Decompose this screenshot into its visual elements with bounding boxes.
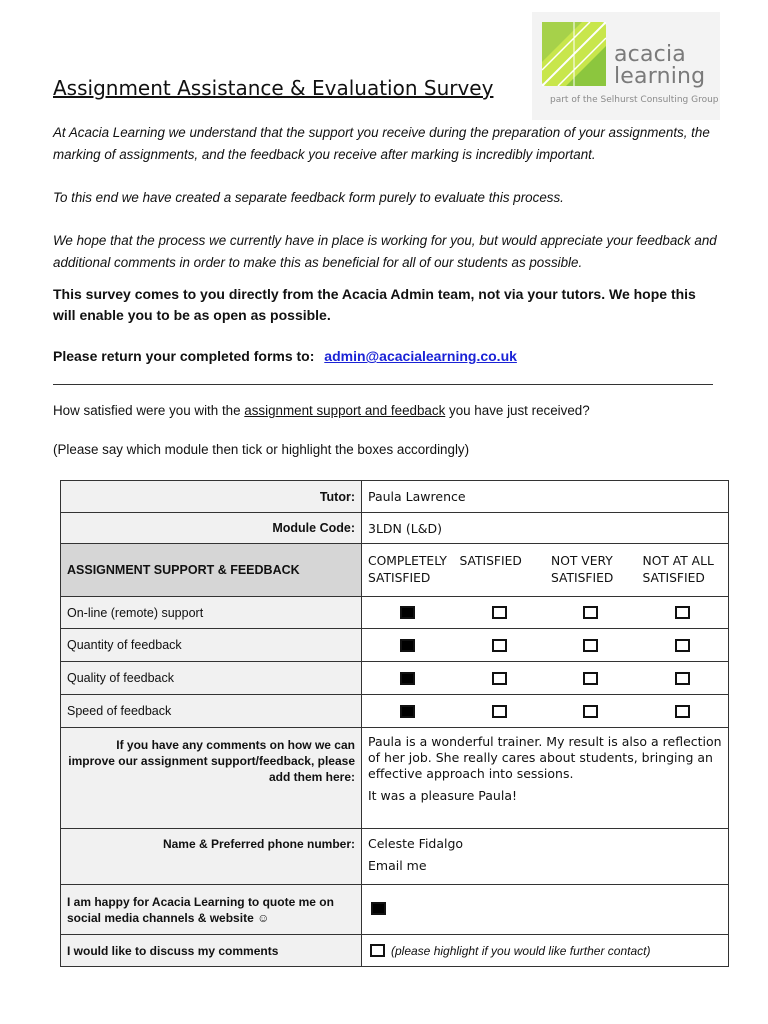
checkbox-completely-satisfied[interactable] xyxy=(400,672,415,685)
checkbox-satisfied[interactable] xyxy=(492,606,507,619)
checkbox-not-very-satisfied[interactable] xyxy=(583,639,598,652)
acacia-leaf-icon xyxy=(542,22,606,86)
survey-table xyxy=(60,480,729,967)
checkbox-completely-satisfied[interactable] xyxy=(400,705,415,718)
admin-team-note: This survey comes to you directly from the Acacia Admin team, not via your tutors. We hope this will enable you to be as open as possible. xyxy=(53,286,696,323)
checkbox-not-at-all-satisfied[interactable] xyxy=(675,639,690,652)
discuss-comments-label: I would like to discuss my comments xyxy=(61,935,362,967)
column-satisfied: SATISFIED xyxy=(459,554,522,568)
comments-label: If you have any comments on how we can improve our assignment support/feedback, please add them here: xyxy=(61,728,362,829)
checkbox-not-at-all-satisfied[interactable] xyxy=(675,705,690,718)
quote-permission-checkbox[interactable] xyxy=(371,902,386,915)
rating-row-quality-of-feedback xyxy=(61,662,729,695)
rating-row-label: Speed of feedback xyxy=(61,695,362,728)
question-underlined: assignment support and feedback xyxy=(244,403,446,418)
section-header: ASSIGNMENT SUPPORT & FEEDBACK xyxy=(61,544,362,597)
page-title: Assignment Assistance & Evaluation Survey xyxy=(53,76,494,100)
checkbox-not-at-all-satisfied[interactable] xyxy=(675,606,690,619)
tutor-label: Tutor: xyxy=(61,481,362,513)
intro-paragraph-2: To this end we have created a separate feedback form purely to evaluate this process. xyxy=(53,190,564,205)
admin-email-link[interactable]: admin@acacialearning.co.uk xyxy=(324,348,517,364)
rating-row-label: On-line (remote) support xyxy=(61,597,362,629)
logo-word-acacia: acacia xyxy=(614,42,686,67)
checkbox-completely-satisfied[interactable] xyxy=(400,606,415,619)
tutor-row xyxy=(61,481,729,513)
rating-options xyxy=(362,695,729,728)
column-not-very-satisfied: NOT VERY SATISFIED xyxy=(551,554,614,585)
comments-row xyxy=(61,728,729,829)
comments-field[interactable] xyxy=(362,728,729,829)
divider xyxy=(53,384,713,385)
return-label: Please return your completed forms to: xyxy=(53,348,315,364)
acacia-learning-logo xyxy=(532,12,720,120)
question-prefix: How satisfied were you with the xyxy=(53,403,245,418)
checkbox-satisfied[interactable] xyxy=(492,639,507,652)
comment-text-2: It was a pleasure Paula! xyxy=(368,788,517,803)
module-code-label: Module Code: xyxy=(61,513,362,544)
name-phone-field[interactable] xyxy=(362,829,729,885)
discuss-note: (please highlight if you would like further contact) xyxy=(391,943,651,958)
checkbox-satisfied[interactable] xyxy=(492,672,507,685)
checkbox-completely-satisfied[interactable] xyxy=(400,639,415,652)
rating-row-label: Quality of feedback xyxy=(61,662,362,695)
logo-tagline: part of the Selhurst Consulting Group xyxy=(550,95,719,105)
checkbox-not-at-all-satisfied[interactable] xyxy=(675,672,690,685)
question-instruction: (Please say which module then tick or highlight the boxes accordingly) xyxy=(53,442,470,457)
satisfaction-question xyxy=(53,403,590,418)
checkbox-not-very-satisfied[interactable] xyxy=(583,672,598,685)
discuss-comments-cell xyxy=(362,935,729,967)
return-instructions xyxy=(53,346,718,367)
quote-permission-label: I am happy for Acacia Learning to quote me on social media channels & website ☺ xyxy=(61,885,362,935)
rating-options xyxy=(362,662,729,695)
column-not-at-all-satisfied: NOT AT ALL SATISFIED xyxy=(642,554,714,585)
question-suffix: you have just received? xyxy=(445,403,590,418)
intro-paragraph-3: We hope that the process we currently have in place is working for you, but would appreciate your feedback and additional comments in order to make this as beneficial for all of our students as possible. xyxy=(53,233,717,270)
name-value: Celeste Fidalgo xyxy=(368,836,464,851)
comment-text-1: Paula is a wonderful trainer. My result is also a reflection of her job. She really cares about students, bringing an effective approach into sessions. xyxy=(368,734,722,781)
rating-options xyxy=(362,597,729,629)
checkbox-not-very-satisfied[interactable] xyxy=(583,705,598,718)
checkbox-satisfied[interactable] xyxy=(492,705,507,718)
module-row xyxy=(61,513,729,544)
rating-row-speed-of-feedback xyxy=(61,695,729,728)
rating-options xyxy=(362,629,729,662)
module-code-field[interactable]: 3LDN (L&D) xyxy=(362,513,729,544)
name-row xyxy=(61,829,729,885)
discuss-comments-checkbox[interactable] xyxy=(370,944,385,957)
rating-row-online-support xyxy=(61,597,729,629)
logo-word-learning: learning xyxy=(614,64,706,89)
tutor-field[interactable]: Paula Lawrence xyxy=(362,481,729,513)
quote-row xyxy=(61,885,729,935)
contact-value: Email me xyxy=(368,858,427,873)
checkbox-not-very-satisfied[interactable] xyxy=(583,606,598,619)
rating-header-row xyxy=(61,544,729,597)
discuss-row xyxy=(61,935,729,967)
name-phone-label: Name & Preferred phone number: xyxy=(61,829,362,885)
column-completely-satisfied: COMPLETELY SATISFIED xyxy=(368,554,447,585)
intro-paragraph-1: At Acacia Learning we understand that the support you receive during the preparation of your assignments, the marking of assignments, and the feedback you receive after marking is incredibly important. xyxy=(53,125,710,162)
rating-columns-header xyxy=(362,544,729,597)
quote-permission-cell xyxy=(362,885,729,935)
rating-row-quantity-of-feedback xyxy=(61,629,729,662)
rating-row-label: Quantity of feedback xyxy=(61,629,362,662)
